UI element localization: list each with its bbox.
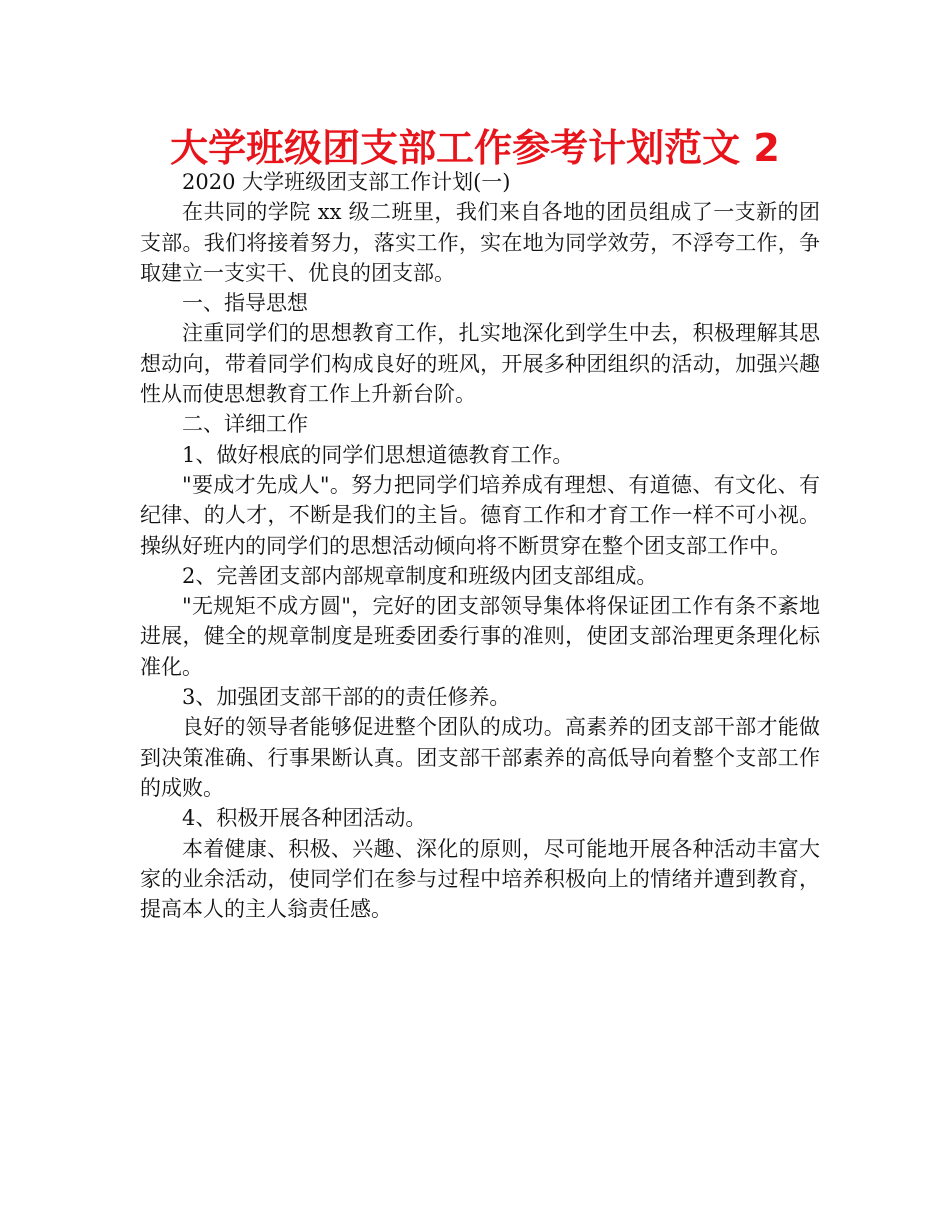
section-heading-guiding-thought: 一、指导思想 [182, 291, 308, 316]
document-body [140, 167, 820, 924]
paragraph-item-1: "要成才先成人"。努力把同学们培养成有理想、有道德、有文化、有纪律、的人才，不断是我们的主旨。德育工作和才育工作一样不可小视。操纵好班内的同学们的思想活动倾向将不断贯穿在整个团支部工作中。 [140, 472, 820, 558]
item-heading-1: 1、做好根底的同学们思想道德教育工作。 [182, 442, 574, 467]
paragraph-guiding-thought: 注重同学们的思想教育工作，扎实地深化到学生中去，积极理解其思想动向，带着同学们构成良好的班风，开展多种团组织的活动，加强兴趣性从而使思想教育工作上升新台阶。 [140, 321, 820, 407]
paragraph-item-4: 本着健康、积极、兴趣、深化的原则，尽可能地开展各种活动丰富大家的业余活动，使同学们在参与过程中培养积极向上的情绪并遭到教育，提高本人的主人翁责任感。 [140, 836, 820, 922]
item-heading-3: 3、加强团支部干部的的责任修养。 [182, 685, 511, 710]
item-heading-4: 4、积极开展各种团活动。 [182, 806, 427, 831]
paragraph-item-3: 良好的领导者能够促进整个团队的成功。高素养的团支部干部才能做到决策准确、行事果断认真。团支部干部素养的高低导向着整个支部工作的成败。 [140, 715, 820, 800]
paragraph-item-2: "无规矩不成方圆"，完好的团支部领导集体将保证团工作有条不紊地进展，健全的规章制度是班委团委行事的准则，使团支部治理更条理化标准化。 [140, 594, 820, 679]
item-heading-2: 2、完善团支部内部规章制度和班级内团支部组成。 [182, 563, 658, 588]
paragraph-subtitle: 2020 大学班级团支部工作计划(一) [182, 170, 511, 194]
section-heading-detailed-work: 二、详细工作 [182, 412, 308, 437]
document-title: 大学班级团支部工作参考计划范文 2 [170, 126, 780, 170]
paragraph-intro: 在共同的学院 xx 级二班里，我们来自各地的团员组成了一支新的团支部。我们将接着努力，落实工作，实在地为同学效劳，不浮夸工作，争取建立一支实干、优良的团支部。 [140, 200, 820, 285]
